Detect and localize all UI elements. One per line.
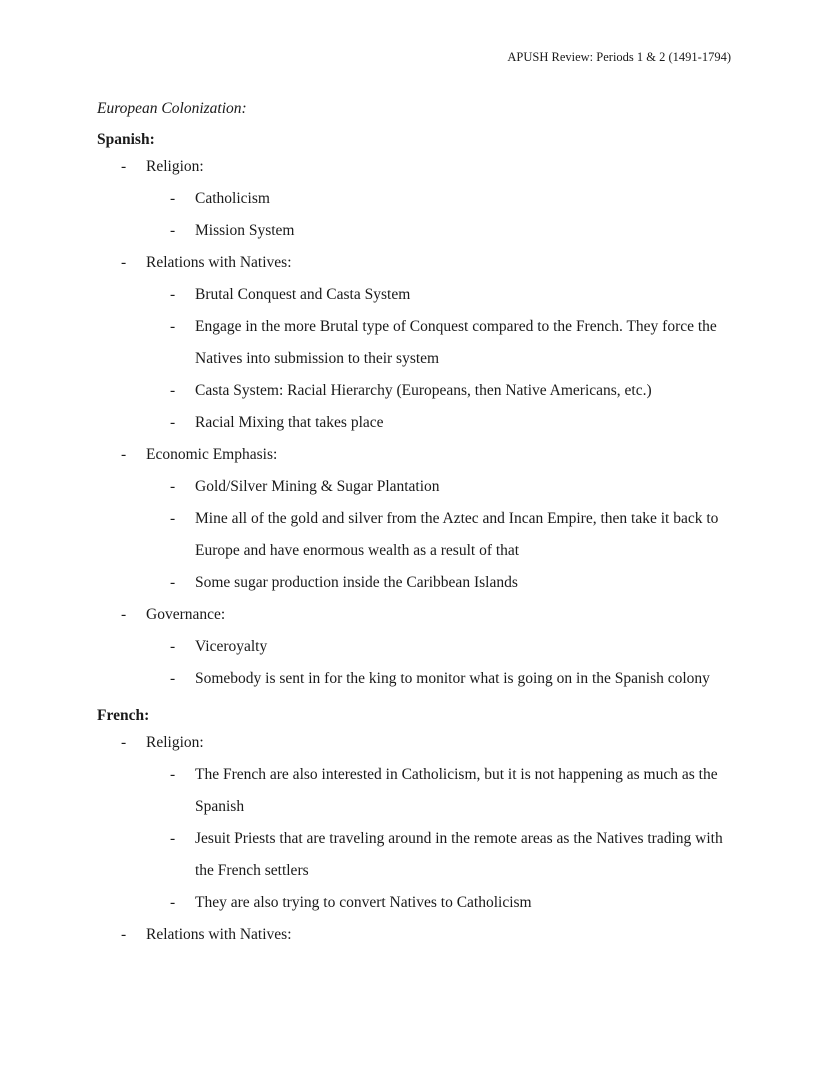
list-item-text: Somebody is sent in for the king to monitor what is going on in the Spanish colony: [195, 670, 710, 687]
list-item: [146, 663, 737, 695]
list-item: [97, 247, 737, 439]
bullet-dash: -: [170, 574, 176, 591]
list-item-text: They are also trying to convert Natives to Catholicism: [195, 894, 532, 911]
bullet-dash: -: [121, 734, 127, 751]
bullet-dash: -: [170, 766, 176, 783]
bullet-dash: -: [170, 222, 176, 239]
sub-list: [146, 183, 737, 247]
heading-spanish: Spanish:: [97, 131, 155, 148]
bullet-dash: -: [170, 830, 176, 847]
sub-list: [146, 471, 737, 599]
heading-french: French:: [97, 707, 150, 724]
list-item: [146, 279, 737, 311]
list-item-text: Viceroyalty: [195, 638, 268, 655]
list-item: [97, 439, 737, 599]
french-list: [97, 727, 737, 951]
list-item-text: Jesuit Priests that are traveling around in the remote areas as the Natives trading with the French settlers: [195, 830, 723, 879]
list-item: [146, 567, 737, 599]
list-item: [146, 759, 737, 823]
list-item: [146, 183, 737, 215]
bullet-dash: -: [121, 446, 127, 463]
bullet-dash: -: [121, 926, 127, 943]
list-item: [146, 823, 737, 887]
bullet-dash: -: [170, 510, 176, 527]
group-label: Religion:: [146, 158, 204, 175]
list-item-text: Casta System: Racial Hierarchy (Europeans, then Native Americans, etc.): [195, 382, 652, 399]
list-item-text: Some sugar production inside the Caribbean Islands: [195, 574, 518, 591]
list-item-text: Mine all of the gold and silver from the Aztec and Incan Empire, then take it back to Europe and have enormous wealth as a result of that: [195, 510, 719, 559]
list-item: [146, 631, 737, 663]
bullet-dash: -: [121, 606, 127, 623]
bullet-dash: -: [170, 190, 176, 207]
list-item-text: Catholicism: [195, 190, 270, 207]
document-body: [97, 98, 737, 951]
list-item: [146, 503, 737, 567]
list-item-text: Mission System: [195, 222, 295, 239]
bullet-dash: -: [170, 638, 176, 655]
sub-list: [146, 631, 737, 695]
bullet-dash: -: [170, 318, 176, 335]
section-title: European Colonization:: [97, 100, 247, 117]
group-label: Governance:: [146, 606, 226, 623]
spanish-list: [97, 151, 737, 695]
page-header: APUSH Review: Periods 1 & 2 (1491-1794): [507, 50, 731, 64]
list-item-text: Engage in the more Brutal type of Conquest compared to the French. They force the Natives into submission to their system: [195, 318, 717, 367]
group-label: Economic Emphasis:: [146, 446, 278, 463]
list-item-text: Brutal Conquest and Casta System: [195, 286, 411, 303]
group-label: Relations with Natives:: [146, 254, 292, 271]
sub-list: [146, 759, 737, 919]
bullet-dash: -: [121, 254, 127, 271]
list-item-text: Racial Mixing that takes place: [195, 414, 384, 431]
list-item: [97, 151, 737, 247]
bullet-dash: -: [121, 158, 127, 175]
bullet-dash: -: [170, 382, 176, 399]
list-item-text: The French are also interested in Catholicism, but it is not happening as much as the Spanish: [195, 766, 718, 815]
bullet-dash: -: [170, 478, 176, 495]
group-label: Religion:: [146, 734, 204, 751]
list-item: [146, 407, 737, 439]
bullet-dash: -: [170, 894, 176, 911]
bullet-dash: -: [170, 286, 176, 303]
list-item: [146, 471, 737, 503]
list-item: [146, 215, 737, 247]
list-item: [97, 727, 737, 919]
list-item: [97, 919, 737, 951]
bullet-dash: -: [170, 670, 176, 687]
list-item: [146, 887, 737, 919]
group-label: Relations with Natives:: [146, 926, 292, 943]
list-item: [146, 375, 737, 407]
sub-list: [146, 279, 737, 439]
list-item-text: Gold/Silver Mining & Sugar Plantation: [195, 478, 440, 495]
list-item: [97, 599, 737, 695]
list-item: [146, 311, 737, 375]
bullet-dash: -: [170, 414, 176, 431]
